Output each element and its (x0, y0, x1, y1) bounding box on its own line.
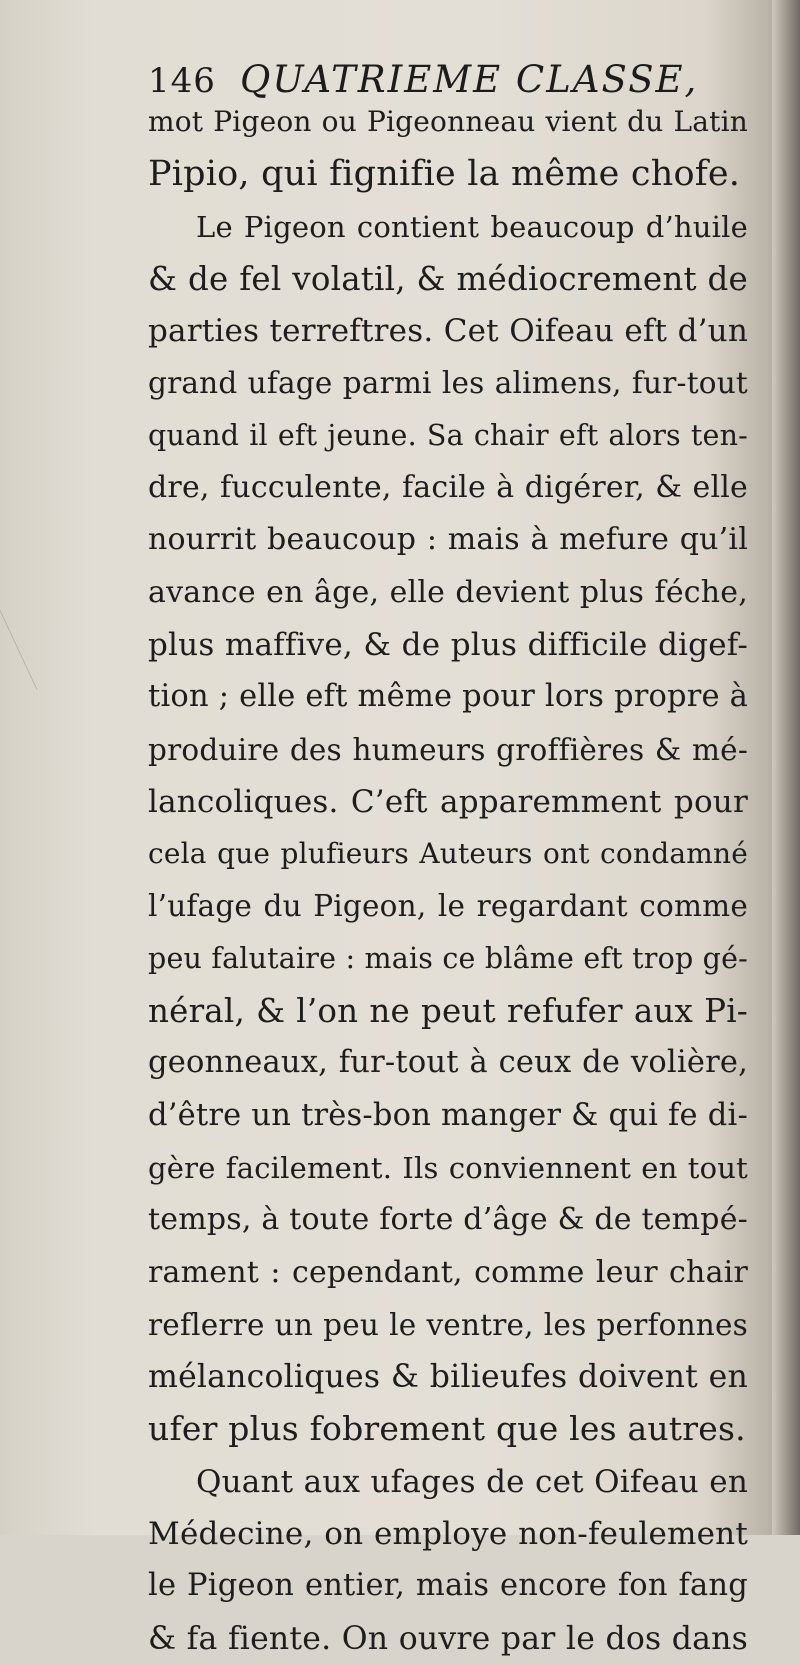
text-line: lancoliques. C’eft apparemment pour (148, 783, 748, 820)
text-line: peu falutaire : mais ce blâme eft trop gé- (148, 941, 748, 975)
text-line: reflerre un peu le ventre, les perfonnes (148, 1307, 748, 1342)
text-line: & de fel volatil, & médiocrement de (148, 259, 748, 298)
text-line: l’ufage du Pigeon, le regardant comme (148, 889, 748, 924)
text-line: tion ; elle eft même pour lors propre à (148, 679, 749, 715)
text-line: & fa fiente. On ouvre par le dos dans (148, 1620, 748, 1657)
text-line: ufer plus fobrement que les autres. (148, 1409, 746, 1449)
text-line: temps, à toute forte d’âge & de tempé- (148, 1202, 748, 1238)
text-line: Le Pigeon contient beaucoup d’huile (196, 209, 748, 244)
text-line: Pipio, qui fignifie la même chofe. (148, 154, 741, 195)
page-number: 146 (148, 61, 216, 101)
margin-mark (0, 610, 78, 690)
text-line: d’être un très-bon manger & qui fe di- (148, 1097, 748, 1133)
text-line: quand il eft jeune. Sa chair eft alors ten- (148, 418, 748, 452)
text-line: grand ufage parmi les alimens, fur-tout (148, 366, 748, 401)
text-line: geonneaux, fur-tout à ceux de volière, (148, 1045, 748, 1081)
text-line: mélancoliques & bilieufes doivent en (148, 1359, 748, 1396)
text-line: parties terreftres. Cet Oifeau eft d’un (148, 313, 748, 350)
text-line: mot Pigeon ou Pigeonneau vient du Latin (148, 105, 748, 138)
text-line: rament : cependant, comme leur chair (148, 1254, 748, 1290)
text-line: nourrit beaucoup : mais à mefure qu’il (148, 522, 748, 558)
text-line: Médecine, on employe non-feulement (148, 1516, 748, 1553)
text-line: le Pigeon entier, mais encore fon fang (148, 1568, 748, 1604)
text-line: Quant aux ufages de cet Oifeau en (196, 1463, 748, 1500)
text-line: plus maffive, & de plus difficile digef- (148, 626, 748, 663)
text-line: avance en âge, elle devient plus féche, (148, 574, 748, 610)
text-line: produire des humeurs groffières & mé- (148, 732, 748, 767)
running-head: QUATRIEME CLASSE, (240, 58, 699, 101)
page-gutter-shadow (772, 0, 800, 1535)
text-line: gère facilement. Ils conviennent en tout (148, 1150, 748, 1185)
text-line: dre, fucculente, facile à digérer, & elle (148, 470, 748, 506)
text-line: cela que plufieurs Auteurs ont condamné (148, 837, 748, 871)
body-text (148, 96, 748, 1665)
text-line: néral, & l’on ne peut refufer aux Pi- (148, 992, 748, 1031)
